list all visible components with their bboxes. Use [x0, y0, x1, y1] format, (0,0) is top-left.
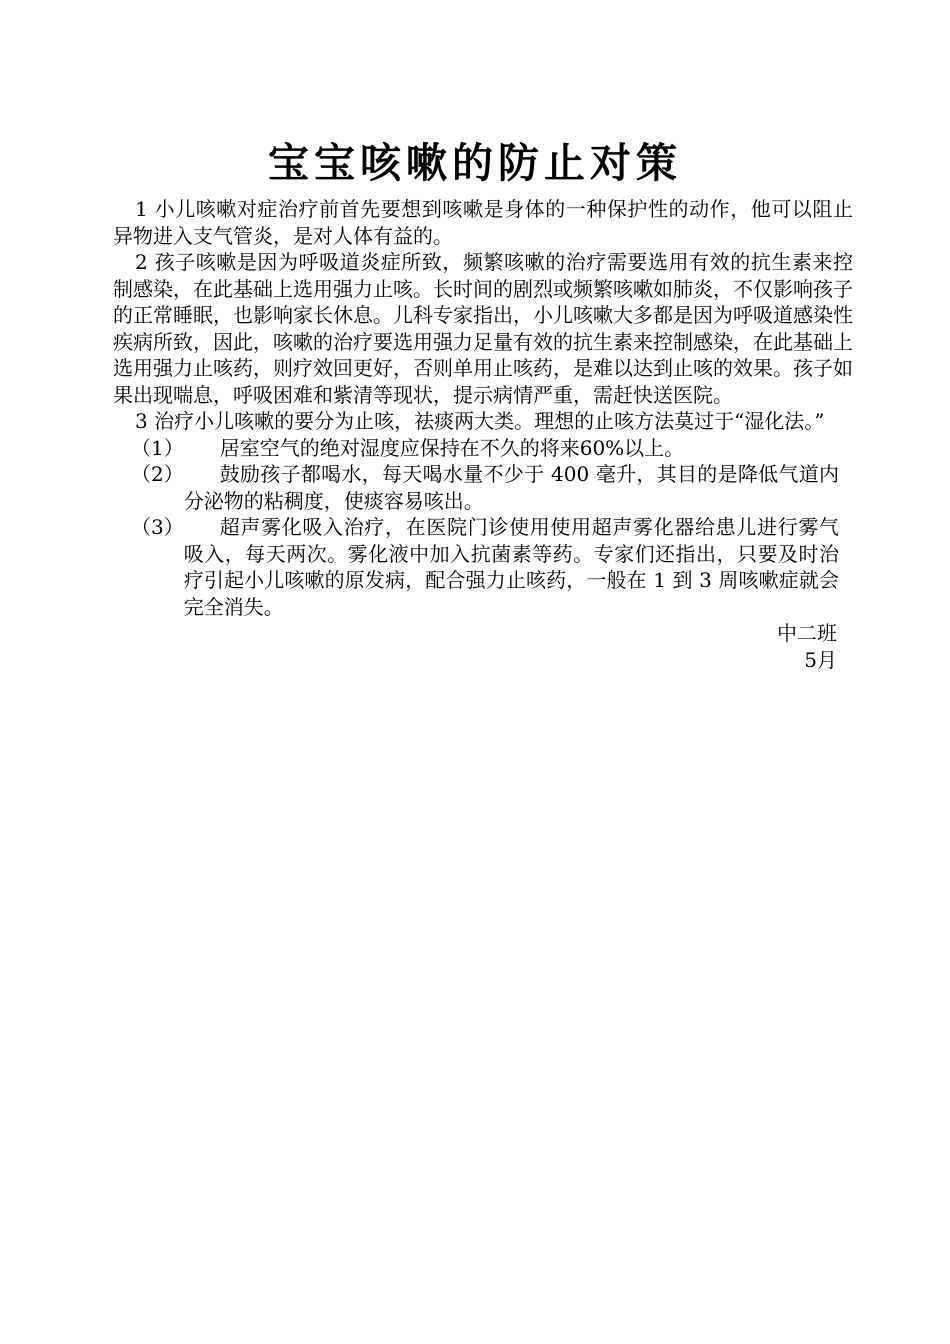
list-item-text: 超声雾化吸入治疗，在医院门诊使用使用超声雾化器给患儿进行雾气吸入，每天两次。雾化液中加入抗菌素等药。专家们还指出，只要及时治疗引起小儿咳嗽的原发病，配合强力止咳药，一般在 1 到 3 周咳嗽症就会完全消失。: [183, 515, 839, 619]
list-item-number: （2）: [131, 462, 184, 486]
paragraph-3: 3 治疗小儿咳嗽的要分为止咳，祛痰两大类。理想的止咳方法莫过于“湿化法。”: [135, 409, 825, 433]
list-item-number: （3）: [131, 515, 184, 539]
list-item-text: 居室空气的绝对湿度应保持在不久的将来60%以上。: [219, 435, 685, 460]
list-item: [113, 514, 853, 620]
signature-block: [113, 620, 853, 673]
list-item-text: 鼓励孩子都喝水，每天喝水量不少于 400 毫升，其目的是降低气道内分泌物的粘稠度，使痰容易咳出。: [183, 462, 839, 513]
document-title: 宝宝咳嗽的防止对策: [268, 139, 682, 187]
list-item: [113, 461, 853, 514]
paragraph-2: 2 孩子咳嗽是因为呼吸道炎症所致，频繁咳嗽的治疗需要选用有效的抗生素来控制感染，在此基础上选用强力止咳。长时间的剧烈或频繁咳嗽如肺炎，不仅影响孩子的正常睡眠，也影响家长休息。儿科专家指出，小儿咳嗽大多都是因为呼吸道感染性疾病所致，因此，咳嗽的治疗要选用强力足量有效的抗生素来控制感染，在此基础上选用强力止咳药，则疗效回更好，否则单用止咳药，是难以达到止咳的效果。孩子如果出现喘息，呼吸困难和紫清等现状，提示病情严重，需赶快送医院。: [113, 250, 853, 407]
signature-class: 中二班: [777, 621, 837, 645]
list-item-number: （1）: [131, 435, 184, 460]
list-item: [113, 435, 853, 462]
paragraph-1: 1 小儿咳嗽对症治疗前首先要想到咳嗽是身体的一种保护性的动作，他可以阻止异物进入支气管炎，是对人体有益的。: [113, 197, 853, 248]
signature-date: 5月: [804, 647, 837, 672]
document-body: [113, 196, 853, 673]
